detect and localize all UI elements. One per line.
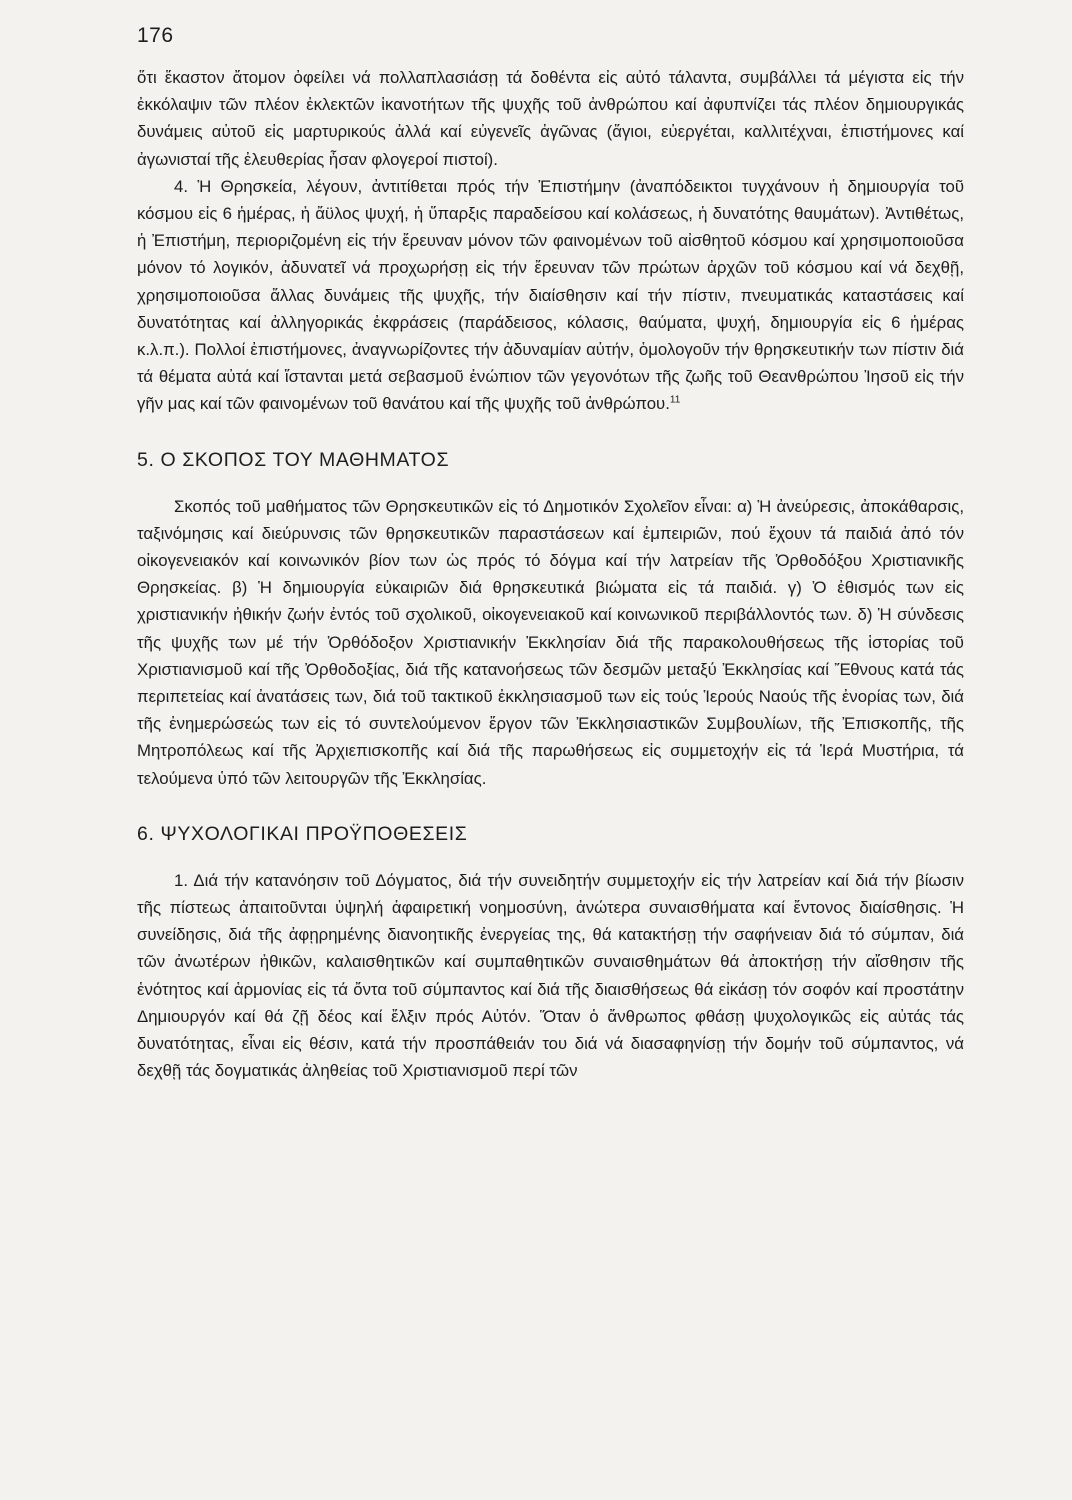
- section-heading-5: 5. Ο ΣΚΟΠΟΣ ΤΟΥ ΜΑΘΗΜΑΤΟΣ: [137, 448, 450, 471]
- section-6-paragraph: 1. Διά τήν κατανόησιν τοῦ Δόγματος, διά τήν συνειδητήν συμμετοχήν εἰς τήν λατρείαν καί διά τήν βίωσιν τῆς πίστεως ἀπαιτοῦνται ὑψηλή ἀφαιρετική νοημοσύνη, ἀνώτερα συναισθήματα καί ἔντονος διαίσθησις. Ἡ συνείδησις, διά τῆς ἀφῃρημένης διανοητικῆς ἐνεργείας της, θά κατακτήσῃ τήν σαφήνειαν διά τό σύμπαν, διά τῶν ἀνωτέρων ἠθικῶν, καλαισθητικῶν καί συμπαθητικῶν συναισθημάτων θά ἀποκτήσῃ τήν αἴσθησιν τῆς ἑνότητος καί ἁρμονίας εἰς τά ὄντα τοῦ σύμπαντος καί διά τῆς διαισθήσεως θά εἰκάσῃ τόν σοφόν καί προστάτην Δημιουργόν καί θά ζῇ δέος καί ἔλξιν πρός Αὐτόν. Ὅταν ὁ ἄνθρωπος φθάσῃ ψυχολογικῶς εἰς αὐτάς τάς δυνατότητας, εἶναι εἰς θέσιν, κατά τήν προσπάθειάν του διά νά διασαφηνίσῃ τήν δομήν τοῦ σύμπαντος, νά δεχθῇ τάς δογματικάς ἀληθείας τοῦ Χριστιανισμοῦ περί τῶν: [137, 870, 964, 1081]
- intro-paragraph: ὅτι ἕκαστον ἄτομον ὀφείλει νά πολλαπλασιάσῃ τά δοθέντα εἰς αὐτό τάλαντα, συμβάλλει τά μέγιστα εἰς τήν ἐκκόλαψιν τῶν πλέον ἐκλεκτῶν ἱκανοτήτων τῆς ψυχῆς τοῦ ἀνθρώπου καί ἀφυπνίζει τάς πλέον δημιουργικάς δυνάμεις αὐτοῦ εἰς μαρτυρικούς ἀλλά καί εὐγενεῖς ἀγῶνας (ἅγιοι, εὐεργέται, καλλιτέχναι, ἐπιστήμονες καί ἀγωνισταί τῆς ἐλευθερίας ἦσαν φλογεροί πιστοί).: [137, 68, 964, 169]
- paragraph-point-4: [137, 173, 964, 418]
- page-number: 176: [137, 24, 174, 47]
- paragraph-point-4-text: 4. Ἡ Θρησκεία, λέγουν, ἀντιτίθεται πρός τήν Ἐπιστήμην (ἀναπόδεικτοι τυγχάνουν ἡ δημιουργία τοῦ κόσμου εἰς 6 ἡμέρας, ἡ ἄϋλος ψυχή, ἡ ὕπαρξις παραδείσου καί κολάσεως, ἡ δυνατότης θαυμάτων). Ἀντιθέτως, ἡ Ἐπιστήμη, περιοριζομένη εἰς τήν ἔρευναν μόνον τῶν φαινομένων τοῦ αἰσθητοῦ κόσμου καί χρησιμοποιοῦσα μόνον τό λογικόν, ἀδυνατεῖ νά προχωρήσῃ εἰς τήν ἔρευναν τῶν πρώτων ἀρχῶν τοῦ κόσμου καί νά δεχθῇ, χρησιμοποιοῦσα ἄλλας δυνάμεις τῆς ψυχῆς, τήν διαίσθησιν καί τήν πίστιν, πνευματικάς καταστάσεις καί δυνατότητας καί ἀλληγορικάς ἐκφράσεις (παράδεισος, κόλασις, θαύματα, ψυχή, δημιουργία εἰς 6 ἡμέρας κ.λ.π.). Πολλοί ἐπιστήμονες, ἀναγνωρίζοντες τήν ἀδυναμίαν αὐτήν, ὁμολογοῦν τήν θρησκευτικήν των πίστιν διά τά θέματα αὐτά καί ἵστανται μετά σεβασμοῦ ἐνώπιον τῶν γεγονότων τῆς ζωῆς τοῦ Θεανθρώπου Ἰησοῦ εἰς τήν γῆν μας καί τῶν φαινομένων τοῦ θανάτου καί τῆς ψυχῆς τοῦ ἀνθρώπου.: [137, 176, 964, 414]
- footnote-reference: 11: [669, 394, 681, 406]
- page-body: [137, 64, 964, 1085]
- section-heading-6: 6. ΨΥΧΟΛΟΓΙΚΑΙ ΠΡΟΫΠΟΘΕΣΕΙΣ: [137, 822, 468, 845]
- section-5-paragraph: Σκοπός τοῦ μαθήματος τῶν Θρησκευτικῶν εἰς τό Δημοτικόν Σχολεῖον εἶναι: α) Ἡ ἀνεύρεσις, ἀποκάθαρσις, ταξινόμησις καί διεύρυνσις τῶν θρησκευτικῶν παραστάσεων καί ἐμπειριῶν, πού ἔχουν τά παιδιά ἀπό τόν οἰκογενειακόν καί κοινωνικόν βίον των ὡς πρός τό δόγμα καί τήν λατρείαν τῆς Ὀρθοδόξου Χριστιανικῆς Θρησκείας. β) Ἡ δημιουργία εὐκαιριῶν διά θρησκευτικά βιώματα εἰς τά παιδιά. γ) Ὁ ἐθισμός των εἰς χριστιανικήν ἠθικήν ζωήν ἐντός τοῦ σχολικοῦ, οἰκογενειακοῦ καί κοινωνικοῦ περιβάλλοντός των. δ) Ἡ σύνδεσις τῆς ψυχῆς των μέ τήν Ὀρθόδοξον Χριστιανικήν Ἐκκλησίαν διά τῆς παρακολουθήσεως τῆς ἱστορίας τοῦ Χριστιανισμοῦ καί τῆς Ὀρθοδοξίας, διά τῆς κατανοήσεως τῶν δεσμῶν μεταξύ Ἐκκλησίας καί Ἔθνους κατά τάς περιπετείας καί ἀνατάσεις των, διά τοῦ τακτικοῦ ἐκκλησιασμοῦ των εἰς τούς Ἱερούς Ναούς τῆς ἐνορίας των, διά τῆς ἐνημερώσεώς των εἰς τό συντελούμενον ἔργον τῶν Ἐκκλησιαστικῶν Συμβουλίων, τῆς Ἐπισκοπῆς, τῆς Μητροπόλεως καί τῆς Ἀρχιεπισκοπῆς καί διά τῆς παρωθήσεως εἰς συμμετοχήν εἰς τά Ἱερά Μυστήρια, τά τελούμενα ὑπό τῶν λειτουργῶν τῆς Ἐκκλησίας.: [137, 496, 964, 788]
